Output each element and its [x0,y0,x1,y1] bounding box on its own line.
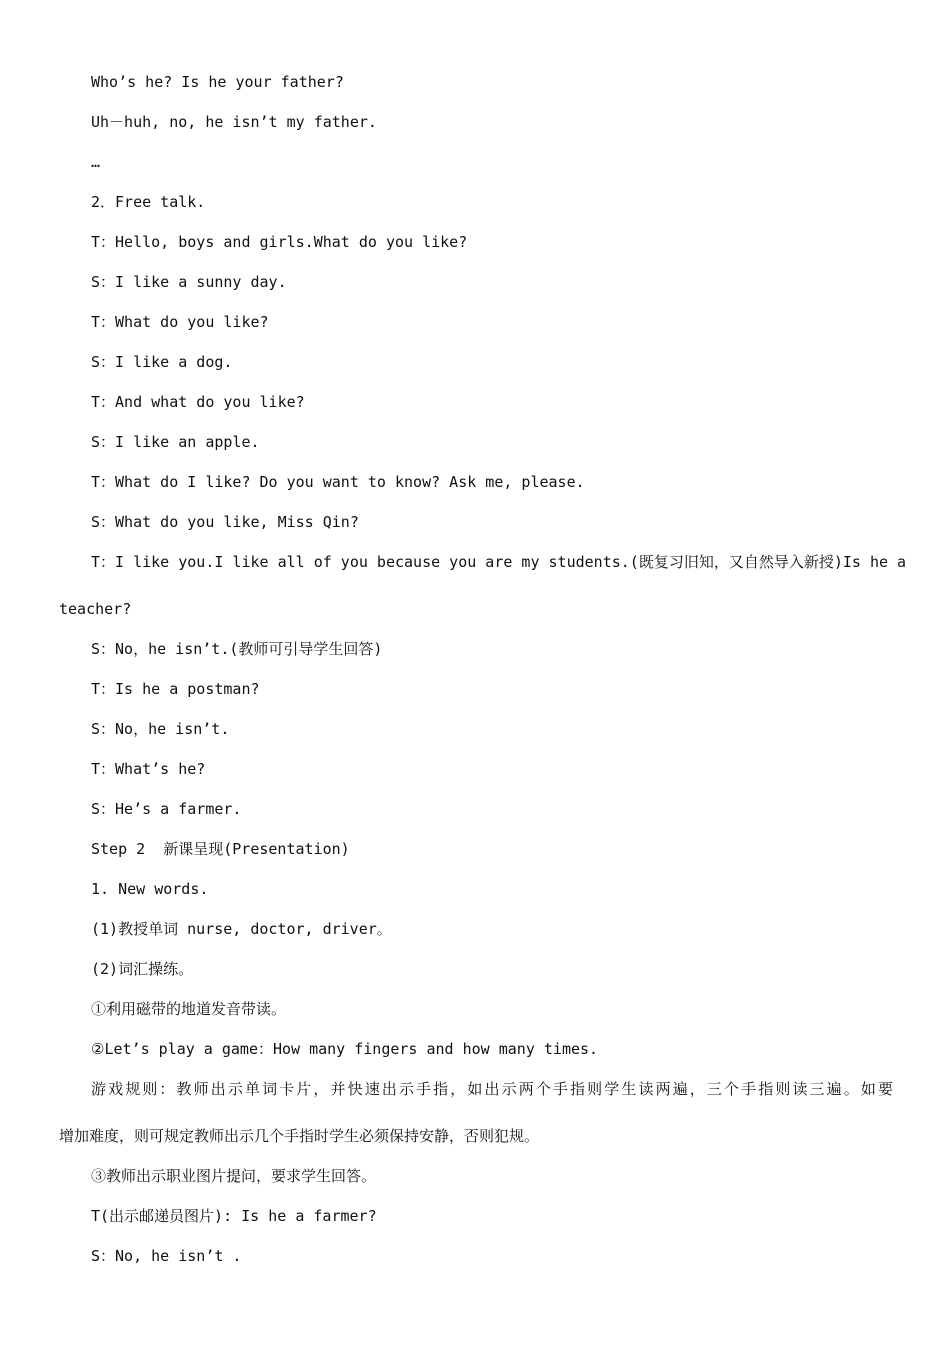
ellipsis-line: … [91,153,101,171]
dialogue-line: Uh－huh, no, he isn’t my father. [91,113,377,131]
dialogue-line: T：Hello, boys and girls.What do you like? [91,233,468,251]
dialogue-line: S：I like an apple. [91,433,260,451]
instruction-line: (1)教授单词 nurse, doctor, driver。 [91,920,392,938]
instruction-line: ③教师出示职业图片提问，要求学生回答。 [91,1167,377,1185]
dialogue-line: S：What do you like, Miss Qin? [91,513,359,531]
dialogue-line: T：What’s he? [91,760,206,778]
dialogue-line: T：Is he a postman? [91,680,260,698]
step-heading: Step 2 新课呈现(Presentation) [91,840,350,858]
dialogue-line: S：I like a sunny day. [91,273,287,291]
instruction-line: ②Let’s play a game：How many fingers and how many times. [91,1040,599,1058]
dialogue-line: T(出示邮递员图片): Is he a farmer? [91,1207,377,1225]
dialogue-line: T：And what do you like? [91,393,305,411]
instruction-line: ①利用磁带的地道发音带读。 [91,1000,287,1018]
section-heading: 1. New words. [91,880,209,898]
dialogue-line: S：No，he isn’t.(教师可引导学生回答) [91,640,383,658]
dialogue-line: S：No，he isn’t. [91,720,230,738]
dialogue-line: S：No, he isn’t . [91,1247,242,1265]
dialogue-line-continuation: teacher? [59,600,132,618]
game-rules-continuation: 增加难度，则可规定教师出示几个手指时学生必须保持安静，否则犯规。 [59,1127,540,1145]
instruction-line: (2)词汇操练。 [91,960,194,978]
dialogue-line: S：I like a dog. [91,353,233,371]
game-rules-line: 游戏规则：教师出示单词卡片，并快速出示手指，如出示两个手指则学生读两遍，三个手指则读三遍。如要 [91,1080,893,1098]
dialogue-line: T：What do you like? [91,313,269,331]
section-heading: 2．Free talk. [91,193,206,211]
dialogue-line: T：I like you.I like all of you because you are my students.(既复习旧知，又自然导入新授)Is he a [91,553,907,571]
dialogue-line: T：What do I like? Do you want to know? Ask me, please. [91,473,585,491]
dialogue-line: Who’s he? Is he your father? [91,73,344,91]
dialogue-line: S：He’s a farmer. [91,800,242,818]
